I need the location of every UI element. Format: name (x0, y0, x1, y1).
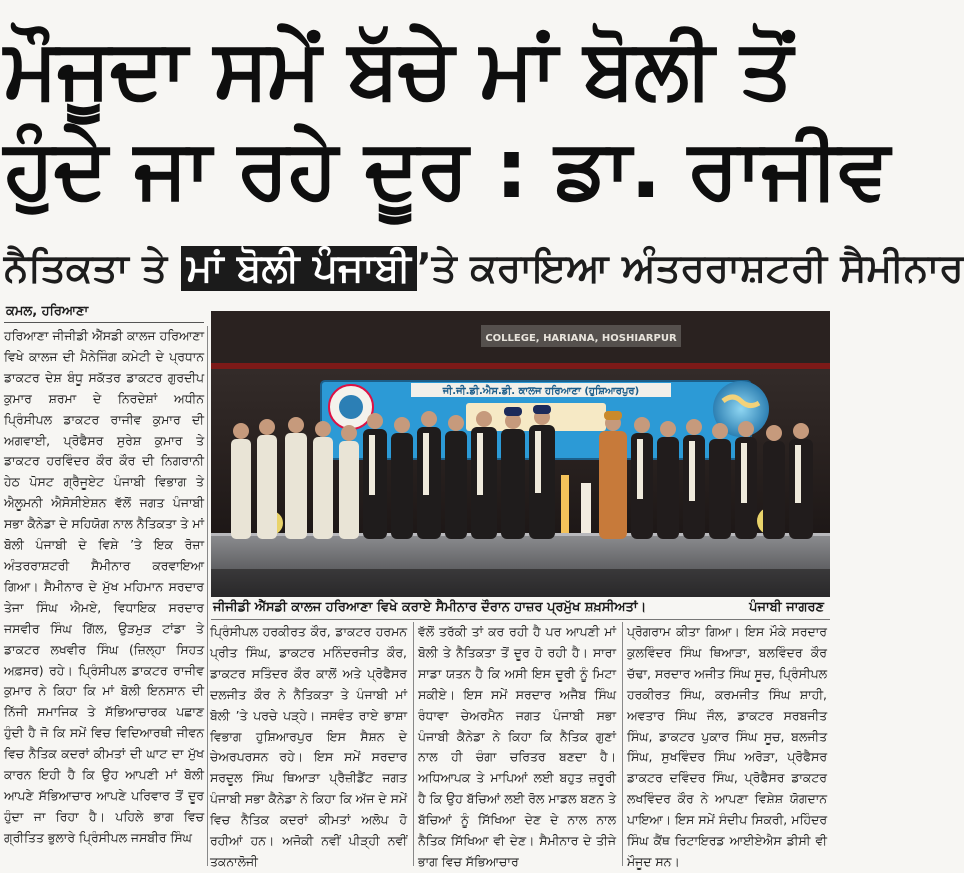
headline-line-1: ਮੌਜੂਦਾ ਸਮੇਂ ਬੱਚੇ ਮਾਂ ਬੋਲੀ ਤੋਂ (4, 22, 792, 117)
article-column-2 (210, 622, 407, 869)
column-3-text: ਵੱਲੋਂ ਤਰੱਕੀ ਤਾਂ ਕਰ ਰਹੀ ਹੈ ਪਰ ਆਪਣੀ ਮਾਂ ਬੋਲੀ ਤੇ ਨੈਤਿਕਤਾ ਤੋਂ ਦੂਰ ਹੋ ਰਹੀ ਹੈ। ਸਾਰਾ ਸਾਡਾ ਯਤਨ ਹੈ ਕਿ ਅਸੀ ਇਸ ਦੂਰੀ ਨੂੰ ਮਿਟਾ ਸਕੀਏ। ਇਸ ਸਮੇਂ ਸਰਦਾਰ ਅਜੈਬ ਸਿੰਘ ਰੰਧਾਵਾ ਚੇਅਰਮੈਨ ਜਗਤ ਪੰਜਾਬੀ ਸਭਾ ਪੰਜਾਬੀ ਕੈਨੇਡਾ ਨੇ ਕਿਹਾ ਕਿ ਨੈਤਿਕ ਗੁਣਾਂ ਨਾਲ ਹੀ ਚੰਗਾ ਚਰਿਤਰ ਬਣਦਾ ਹੈ। ਅਧਿਆਪਕ ਤੇ ਮਾਪਿਆਂ ਲਈ ਬਹੁਤ ਜ਼ਰੂਰੀ ਹੈ ਕਿ ਉਹ ਬੱਚਿਆਂ ਲਈ ਰੋਲ ਮਾਡਲ ਬਣਨ ਤੇ ਬੱਚਿਆਂ ਨੂੰ ਸਿੱਖਿਆ ਦੇਣ ਦੇ ਨਾਲ ਨਾਲ ਨੈਤਿਕ ਸਿੱਖਿਆ ਵੀ ਦੇਣ। ਸੈਮੀਨਾਰ ਦੇ ਤੀਜੇ ਭਾਗ ਵਿਚ ਸੱਭਿਆਚਾਰ (418, 624, 616, 869)
byline: ਕਮਲ, ਹਰਿਆਣਾ (6, 304, 89, 319)
subheadline (4, 240, 964, 298)
column-divider (622, 622, 623, 866)
event-photo-illustration (211, 311, 830, 597)
subheadline-part-1: ਨੈਤਿਕਤਾ ਤੇ (4, 246, 181, 291)
photo-credit: ਪੰਜਾਬੀ ਜਾਗਰਣ (749, 600, 824, 615)
photo-caption (211, 597, 830, 620)
subheadline-part-2: ’ਤੇ ਕਰਾਇਆ ਅੰਤਰਰਾਸ਼ਟਰੀ ਸੈਮੀਨਾਰ (416, 246, 964, 291)
event-photo (211, 311, 830, 597)
byline-rule (4, 322, 204, 323)
stage-banner-text: ਜੀ.ਜੀ.ਡੀ.ਐਸ.ਡੀ. ਕਾਲਜ ਹਰਿਆਣਾ (ਹੁਸ਼ਿਆਰਪੁਰ) (442, 386, 640, 397)
column-divider (413, 622, 414, 866)
article-column-3 (418, 622, 616, 869)
headline-line-2: ਹੁੰਦੇ ਜਾ ਰਹੇ ਦੂਰ : ਡਾ. ਰਾਜੀਵ (4, 122, 889, 217)
article-column-1 (4, 326, 204, 866)
column-4-text: ਪ੍ਰੋਗਰਾਮ ਕੀਤਾ ਗਿਆ। ਇਸ ਮੌਕੇ ਸਰਦਾਰ ਕੁਲਵਿੰਦਰ ਸਿੰਘ ਥਿਆੜਾ, ਬਲਵਿੰਦਰ ਕੌਰ ਚੱਢਾ, ਸਰਦਾਰ ਅਜੀਤ ਸਿੰਘ ਸੂਚ, ਪ੍ਰਿੰਸੀਪਲ ਹਰਕੀਰਤ ਸਿੰਘ, ਕਰਮਜੀਤ ਸਿੰਘ ਸ਼ਾਹੀ, ਅਵਤਾਰ ਸਿੰਘ ਜੌਲ, ਡਾਕਟਰ ਸਰਬਜੀਤ ਸਿੰਘ, ਡਾਕਟਰ ਪੁਕਾਰ ਸਿੰਘ ਸੂਚ, ਬਲਜੀਤ ਸਿੰਘ, ਸੁਖਵਿੰਦਰ ਸਿੰਘ ਅਰੋੜਾ, ਪ੍ਰੋਫੈਸਰ ਡਾਕਟਰ ਦਵਿੰਦਰ ਸਿੰਘ, ਪ੍ਰੋਫੈਸਰ ਡਾਕਟਰ ਲਖਵਿੰਦਰ ਕੌਰ ਨੇ ਆਪਣਾ ਵਿਸ਼ੇਸ਼ ਯੋਗਦਾਨ ਪਾਇਆ। ਇਸ ਸਮੇਂ ਸੰਦੀਪ ਸਿਕਰੀ, ਮਹਿੰਦਰ ਸਿੰਘ ਕੈਂਥ ਰਿਟਾਇਰਡ ਆਈਏਐਸ ਡੀਸੀ ਵੀ ਮੌਜੂਦ ਸਨ। (627, 624, 827, 869)
caption-text: ਜੀਜੀਡੀ ਐੱਸਡੀ ਕਾਲਜ ਹਰਿਆਣਾ ਵਿਖੇ ਕਰਾਏ ਸੈਮੀਨਾਰ ਦੌਰਾਨ ਹਾਜ਼ਰ ਪ੍ਰਮੁੱਖ ਸ਼ਖ਼ਸੀਅਤਾਂ। (213, 600, 647, 615)
college-banner-text: COLLEGE, HARIANA, HOSHIARPUR (485, 333, 677, 344)
subheadline-highlight: ਮਾਂ ਬੋਲੀ ਪੰਜਾਬੀ (181, 246, 417, 291)
column-divider (207, 326, 208, 866)
column-2-text: ਪ੍ਰਿੰਸੀਪਲ ਹਰਕੀਰਤ ਕੌਰ, ਡਾਕਟਰ ਹਰਮਨ ਪ੍ਰੀਤ ਸਿੰਘ, ਡਾਕਟਰ ਮਨਿੰਦਰਜੀਤ ਕੌਰ, ਡਾਕਟਰ ਸਤਿੰਦਰ ਕੌਰ ਕਾਲੋਂ ਅਤੇ ਪ੍ਰੋਫੈਸਰ ਦਲਜੀਤ ਕੌਰ ਨੇ ਨੈਤਿਕਤਾ ਤੇ ਪੰਜਾਬੀ ਮਾਂ ਬੋਲੀ ’ਤੇ ਪਰਚੇ ਪੜ੍ਹੇ। ਜਸਵੰਤ ਰਾਏ ਭਾਸ਼ਾ ਵਿਭਾਗ ਹੁਸ਼ਿਆਰਪੁਰ ਇਸ ਸੈਸ਼ਨ ਦੇ ਚੇਅਰਪਰਸਨ ਰਹੇ। ਇਸ ਸਮੇਂ ਸਰਦਾਰ ਸਰਦੂਲ ਸਿੰਘ ਥਿਆੜਾ ਪ੍ਰੈਜ਼ੀਡੈਂਟ ਜਗਤ ਪੰਜਾਬੀ ਸਭਾ ਕੈਨੇਡਾ ਨੇ ਕਿਹਾ ਕਿ ਅੱਜ ਦੇ ਸਮੇਂ ਵਿਚ ਨੈਤਿਕ ਕਦਰਾਂ ਕੀਮਤਾਂ ਅਲੋਪ ਹੋ ਰਹੀਆਂ ਹਨ। ਅਜੋਕੀ ਨਵੀਂ ਪੀੜ੍ਹੀ ਨਵੀਂ ਤਕਨਾਲੋਜੀ (210, 624, 407, 869)
column-1-text: ਹਰਿਆਣਾ ਜੀਜੀਡੀ ਐੱਸਡੀ ਕਾਲਜ ਹਰਿਆਣਾ ਵਿਖੇ ਕਾਲਜ ਦੀ ਮੈਨੇਜਿੰਗ ਕਮੇਟੀ ਦੇ ਪ੍ਰਧਾਨ ਡਾਕਟਰ ਦੇਸ਼ ਬੰਧੂ ਸਕੱਤਰ ਡਾਕਟਰ ਗੁਰਦੀਪ ਕੁਮਾਰ ਸ਼ਰਮਾ ਦੇ ਨਿਰਦੇਸ਼ਾਂ ਅਧੀਨ ਪ੍ਰਿੰਸੀਪਲ ਡਾਕਟਰ ਰਾਜੀਵ ਕੁਮਾਰ ਦੀ ਅਗਵਾਈ, ਪ੍ਰੋਫੈਸਰ ਸੁਰੇਸ਼ ਕੁਮਾਰ ਤੇ ਡਾਕਟਰ ਹਰਵਿੰਦਰ ਕੌਰ ਕੌਰ ਦੀ ਨਿਗਰਾਨੀ ਹੇਠ ਪੋਸਟ ਗ੍ਰੈਜੂਏਟ ਪੰਜਾਬੀ ਵਿਭਾਗ ਤੇ ਐਲੂਮਨੀ ਐਸੋਸੀਏਸ਼ਨ ਵੱਲੋਂ ਜਗਤ ਪੰਜਾਬੀ ਸਭਾ ਕੈਨੇਡਾ ਦੇ ਸਹਿਯੋਗ ਨਾਲ ਨੈਤਿਕਤਾ ਤੇ ਮਾਂ ਬੋਲੀ ਪੰਜਾਬੀ ਦੇ ਵਿਸ਼ੇ ’ਤੇ ਇਕ ਰੋਜ਼ਾ ਅੰਤਰਰਾਸ਼ਟਰੀ ਸੈਮੀਨਾਰ ਕਰਵਾਇਆ ਗਿਆ। ਸੈਮੀਨਾਰ ਦੇ ਮੁੱਖ ਮਹਿਮਾਨ ਸਰਦਾਰ ਤੇਜਾ ਸਿੰਘ ਐਮਏ, ਵਿਧਾਇਕ ਸਰਦਾਰ ਜਸਵੀਰ ਸਿੰਘ ਗਿੱਲ, ਉੜਮੁੜ ਟਾਂਡਾ ਤੇ ਡਾਕਟਰ ਲਖਵੀਰ ਸਿੰਘ (ਜ਼ਿਲ੍ਹਾ ਸਿਹਤ ਅਫ਼ਸਰ) ਰਹੇ। ਪ੍ਰਿੰਸੀਪਲ ਡਾਕਟਰ ਰਾਜੀਵ ਕੁਮਾਰ ਨੇ ਕਿਹਾ ਕਿ ਮਾਂ ਬੋਲੀ ਇਨਸਾਨ ਦੀ ਨਿੱਜੀ ਸਮਾਜਿਕ ਤੇ ਸੱਭਿਆਚਾਰਕ ਪਛਾਣ ਹੁੰਦੀ ਹੈ ਜੋ ਕਿ ਸਮੇਂ ਵਿਚ ਵਿਦਿਆਰਥੀ ਜੀਵਨ ਵਿਚ ਨੈਤਿਕ ਕਦਰਾਂ ਕੀਮਤਾਂ ਦੀ ਘਾਟ ਦਾ ਮੁੱਖ ਕਾਰਨ ਇਹੀ ਹੈ ਕਿ ਉਹ ਆਪਣੀ ਮਾਂ ਬੋਲੀ ਆਪਣੇ ਸੱਭਿਆਚਾਰ ਆਪਣੇ ਪਰਿਵਾਰ ਤੋਂ ਦੂਰ ਹੁੰਦਾ ਜਾ ਰਿਹਾ ਹੈ। ਪਹਿਲੇ ਭਾਗ ਵਿਚ ਗ੍ਰੀਤਿਤ ਭੁਲਾਰੇ ਪ੍ਰਿੰਸੀਪਲ ਜਸਬੀਰ ਸਿੰਘ (4, 328, 204, 845)
article-column-4 (627, 622, 827, 869)
